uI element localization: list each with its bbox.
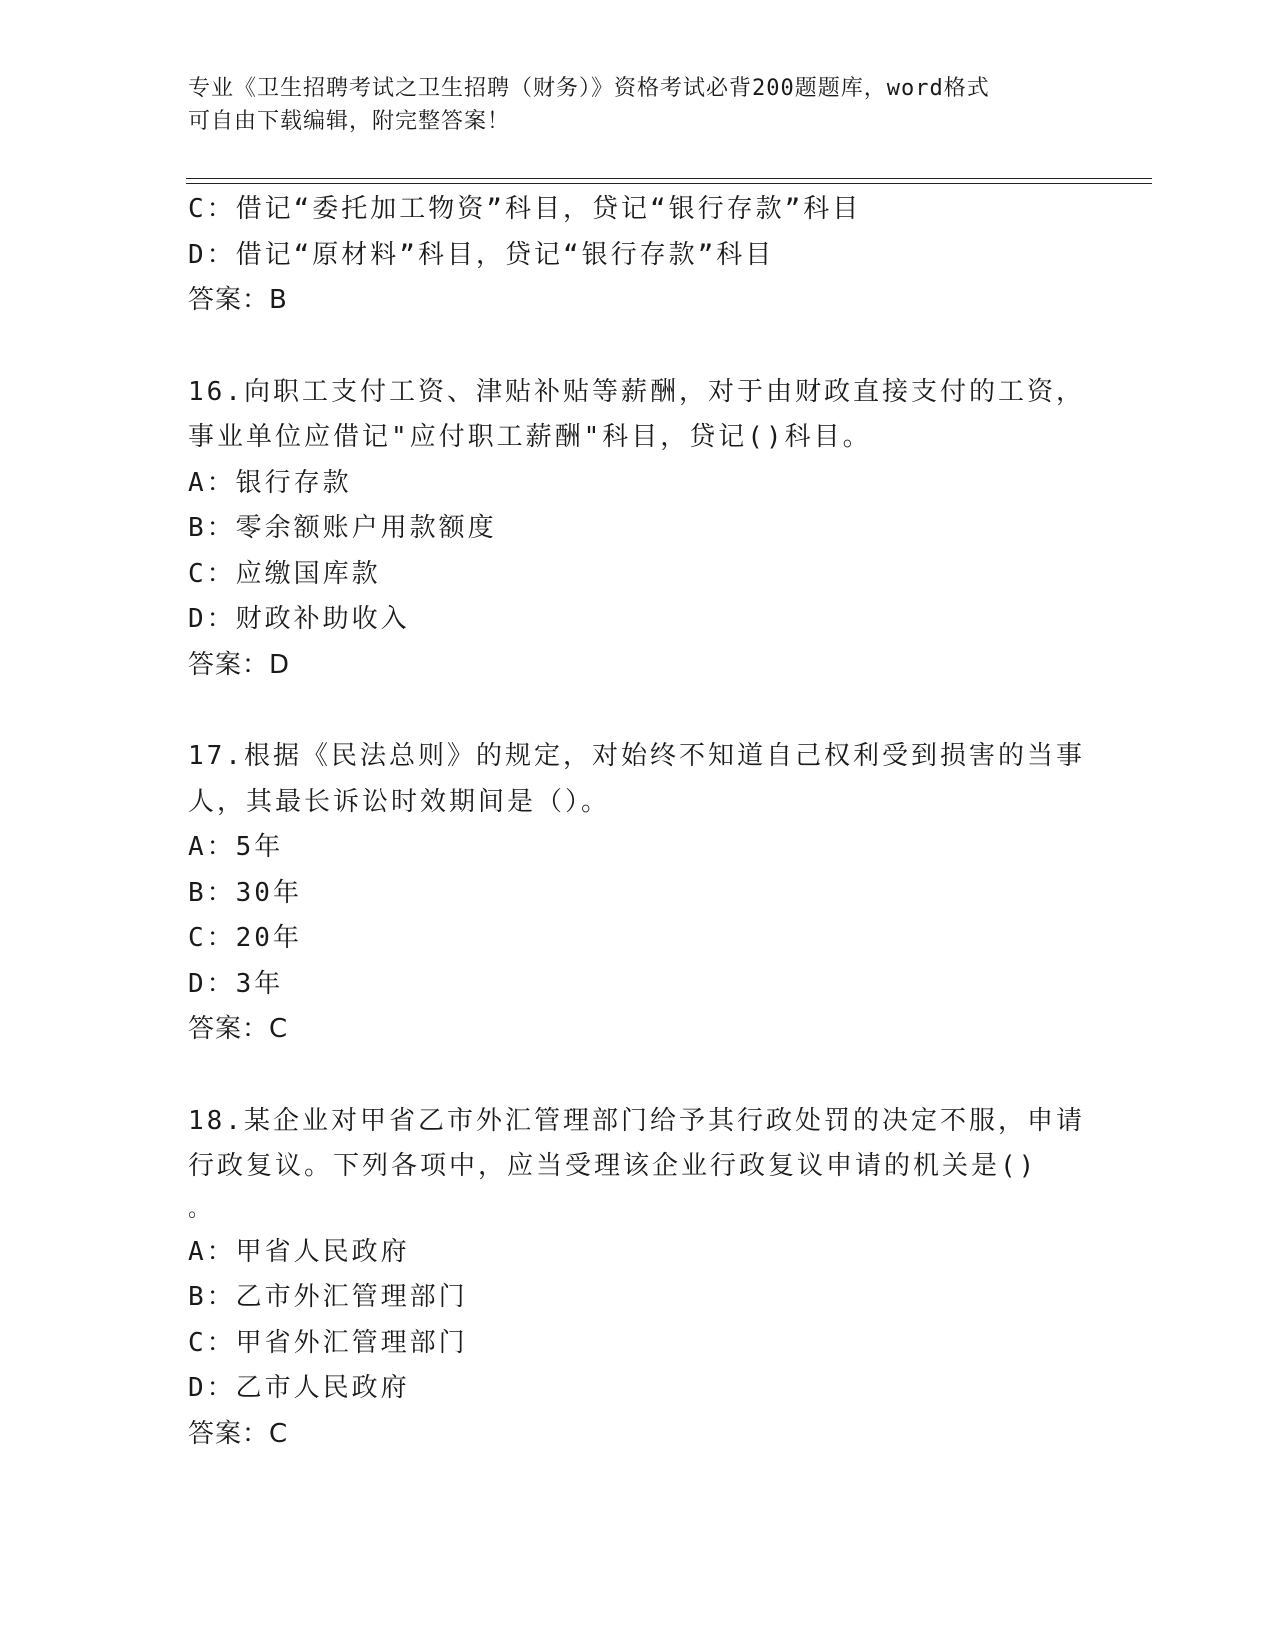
question-text-line-3: 。 [188, 1196, 214, 1222]
question-text-line-2: 事业单位应借记"应付职工薪酬"科目，贷记()科目。 [188, 422, 872, 452]
option-c: C：借记“委托加工物资”科目，贷记“银行存款”科目 [188, 194, 862, 224]
option-b: B：30年 [188, 877, 302, 908]
option-b: B：乙市外汇管理部门 [188, 1282, 468, 1312]
option-a: A：5年 [188, 832, 284, 862]
header-divider-top [186, 178, 1152, 179]
answer-line: 答案：C [188, 1418, 289, 1449]
document-header [188, 72, 1088, 138]
question-block-18 [188, 1099, 1088, 1458]
question-block-16 [188, 370, 1088, 689]
question-text-line-1: 16.向职工支付工资、津贴补贴等薪酬，对于由财政直接支付的工资， [188, 376, 1085, 407]
option-d: D：乙市人民政府 [188, 1373, 410, 1403]
option-a: A：甲省人民政府 [188, 1236, 410, 1267]
question-block-17 [188, 734, 1088, 1053]
answer-line: 答案：D [188, 649, 291, 680]
answer-line: 答案：C [188, 1014, 289, 1044]
option-b: B：零余额账户用款额度 [188, 513, 497, 543]
question-text-line-1: 18.某企业对甲省乙市外汇管理部门给予其行政处罚的决定不服，申请 [188, 1105, 1085, 1136]
question-list [188, 187, 1088, 1457]
question-text-line-2: 行政复议。下列各项中，应当受理该企业行政复议申请的机关是() [188, 1151, 1038, 1181]
question-text-line-1: 17.根据《民法总则》的规定，对始终不知道自己权利受到损害的当事 [188, 741, 1085, 771]
header-line-2: 可自由下载编辑，附完整答案！ [188, 109, 511, 134]
header-divider-bottom [186, 183, 1152, 184]
answer-line: 答案：B [188, 285, 288, 315]
spacer [188, 1053, 1088, 1099]
option-d: D：3年 [188, 968, 284, 999]
question-text-line-2: 人，其最长诉讼时效期间是（）。 [188, 786, 611, 817]
spacer [188, 688, 1088, 734]
option-c: C：甲省外汇管理部门 [188, 1327, 468, 1358]
option-c: C：20年 [188, 923, 302, 953]
option-c: C：应缴国库款 [188, 558, 381, 589]
option-d: D：借记“原材料”科目，贷记“银行存款”科目 [188, 239, 775, 270]
question-block-previous [188, 187, 1088, 324]
option-a: A：银行存款 [188, 467, 352, 498]
header-line-1: 专业《卫生招聘考试之卫生招聘（财务）》资格考试必背200题题库，word格式 [188, 76, 990, 101]
spacer [188, 324, 1088, 370]
option-d: D：财政补助收入 [188, 604, 410, 634]
